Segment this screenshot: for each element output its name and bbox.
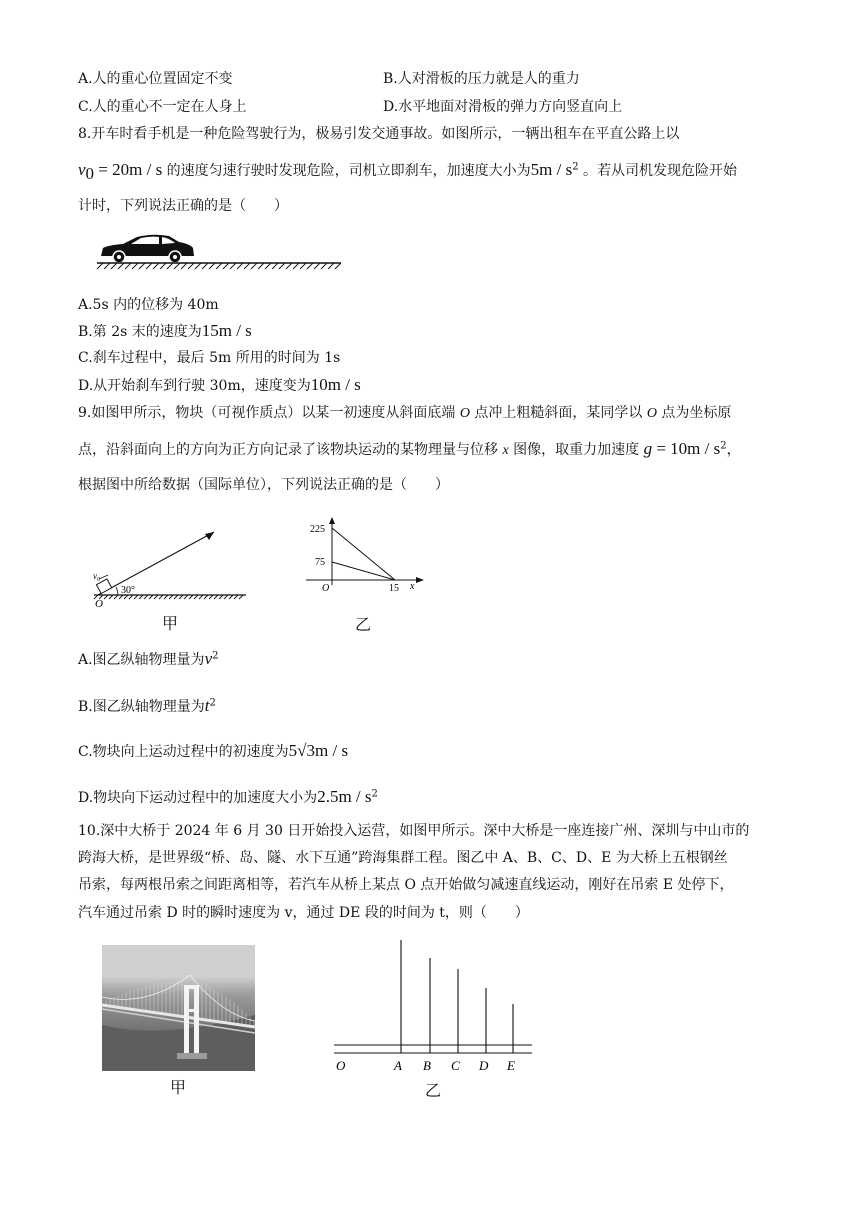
car-icon xyxy=(101,235,194,263)
q8-option-d: D.从开始刹车到行驶 30m，速度变为10m / s xyxy=(78,375,361,394)
car-on-road-figure xyxy=(95,232,345,274)
hatch-mark xyxy=(307,263,313,269)
hatch-mark xyxy=(181,263,187,269)
x-tick-15: 15 xyxy=(389,583,399,594)
angle-label: 30° xyxy=(121,585,135,596)
ground-hatch xyxy=(97,263,341,269)
q8-option-c: C.刹车过程中，最后 5m 所用的时间为 1s xyxy=(78,350,341,366)
hatch-mark xyxy=(251,263,257,269)
x-axis-arrow-icon xyxy=(416,577,424,583)
q10-fig-jia-caption: 甲 xyxy=(170,1078,187,1097)
hatch-mark xyxy=(202,263,208,269)
q10-stem-line4: 汽车通过吊索 D 时的瞬时速度为 v，通过 DE 段的时间为 t，则（ ） xyxy=(78,905,529,921)
hatch-mark xyxy=(139,263,145,269)
hatch-mark xyxy=(328,263,334,269)
q9-stem-line2: 点，沿斜面向上的方向为正方向记录了该物块运动的某物理量与位移 x 图像，取重力加速度 $g = 10m / s^2$， xyxy=(78,439,741,458)
q8-stem-line2: $v_0 = 20m / s$ 的速度匀速行驶时发现危险，司机立即刹车，加速度大小为$5m / s^2$ 。若从司机发现危险开始 xyxy=(78,160,738,183)
graph-line-upper xyxy=(332,528,395,580)
hatch-mark xyxy=(286,263,292,269)
hatch-mark xyxy=(223,263,229,269)
graph-origin-label: O xyxy=(322,583,330,594)
v0-arrow xyxy=(99,575,108,579)
hatch-mark xyxy=(125,263,131,269)
hatch-mark xyxy=(167,263,173,269)
q7-option-b: B.人对滑板的压力就是人的重力 xyxy=(383,71,580,87)
q8-option-a: A.5s 内的位移为 40m xyxy=(78,297,219,313)
q9-stem-line1: 9.如图甲所示，物块（可视作质点）以某一初速度从斜面底端 O 点冲上粗糙斜面，某同学以 O 点为坐标原 xyxy=(78,405,732,421)
q9-stem-line3: 根据图中所给数据（国际单位），下列说法正确的是（ ） xyxy=(78,477,449,493)
hatch-mark xyxy=(314,263,320,269)
q10-fig-yi-caption: 乙 xyxy=(425,1081,442,1100)
q8-stem-line1: 8.开车时看手机是一种危险驾驶行为，极易引发交通事故。如图所示，一辆出租车在平直公路上以 xyxy=(78,126,680,142)
q9-graph xyxy=(300,515,430,595)
q8-stem-line3: 计时，下列说法正确的是（ ） xyxy=(78,198,288,214)
point-o-label: O xyxy=(336,1058,346,1073)
hatch-mark xyxy=(118,263,124,269)
y-tick-75: 75 xyxy=(315,557,325,568)
hatch-mark xyxy=(265,263,271,269)
hatch-mark xyxy=(195,263,201,269)
bridge-photo xyxy=(102,945,255,1071)
point-d-label: D xyxy=(479,1058,489,1073)
hatch-mark xyxy=(104,263,110,269)
hatch-mark xyxy=(293,263,299,269)
bridge-illustration xyxy=(102,945,255,1071)
point-a-label: A xyxy=(394,1058,402,1073)
q8-option-b: B.第 2s 末的速度为15m / s xyxy=(78,321,252,340)
hatch-mark xyxy=(258,263,264,269)
incline-line xyxy=(98,532,214,595)
hatch-mark xyxy=(146,263,152,269)
origin-label: O xyxy=(95,598,103,610)
q9-option-a: A.图乙纵轴物理量为$v^2$ xyxy=(78,649,219,668)
hatch-mark xyxy=(272,263,278,269)
point-b-label: B xyxy=(423,1058,431,1073)
y-tick-225: 225 xyxy=(310,524,325,535)
q9-option-d: D.物块向下运动过程中的加速度大小为$2.5m / s^2$ xyxy=(78,787,378,806)
hatch-mark xyxy=(230,263,236,269)
hatch-mark xyxy=(188,263,194,269)
incline-figure xyxy=(88,525,250,611)
hatch-mark xyxy=(153,263,159,269)
q7-option-c: C.人的重心不一定在人身上 xyxy=(78,99,247,115)
arrow-head-icon xyxy=(205,532,214,540)
x-axis-label: x xyxy=(410,581,415,592)
fig-yi-caption: 乙 xyxy=(355,615,372,634)
hatch-mark xyxy=(216,263,222,269)
q7-option-d: D.水平地面对滑板的弹力方向竖直向上 xyxy=(383,99,623,115)
y-axis-arrow-icon xyxy=(329,517,335,524)
hatch-mark xyxy=(97,263,103,269)
point-c-label: C xyxy=(451,1058,460,1073)
hatch-mark xyxy=(300,263,306,269)
hatch-mark xyxy=(335,263,341,269)
point-e-label: E xyxy=(507,1058,515,1073)
q10-stem-line2: 跨海大桥，是世界级“桥、岛、隧、水下互通”跨海集群工程。图乙中 A、B、C、D、E 为大桥上五根钢丝 xyxy=(78,850,728,866)
q10-stem-line3: 吊索，每两根吊索之间距离相等，若汽车从桥上某点 O 点开始做匀减速直线运动，刚好在吊索 E 处停下， xyxy=(78,877,734,893)
q9-option-c: C.物块向上运动过程中的初速度为5√3m / s xyxy=(78,741,349,760)
hatch-mark xyxy=(209,263,215,269)
hatch-mark xyxy=(132,263,138,269)
hatch-mark xyxy=(174,263,180,269)
fig-jia-caption: 甲 xyxy=(162,614,179,633)
q10-stem-line1: 10.深中大桥于 2024 年 6 月 30 日开始投入运营，如图甲所示。深中大桥是一座连接广州、深圳与中山市的 xyxy=(78,823,750,839)
cable-diagram xyxy=(330,935,540,1075)
q7-option-a: A.人的重心位置固定不变 xyxy=(78,71,233,87)
hatch-mark xyxy=(160,263,166,269)
hatch-mark xyxy=(111,263,117,269)
hatch-mark xyxy=(237,263,243,269)
q9-option-b: B.图乙纵轴物理量为$t^2$ xyxy=(78,696,216,715)
hatch-mark xyxy=(244,263,250,269)
hatch-mark xyxy=(321,263,327,269)
hatch-mark xyxy=(279,263,285,269)
v0-label: $v_0$ xyxy=(93,571,100,583)
graph-line-lower xyxy=(332,562,395,580)
